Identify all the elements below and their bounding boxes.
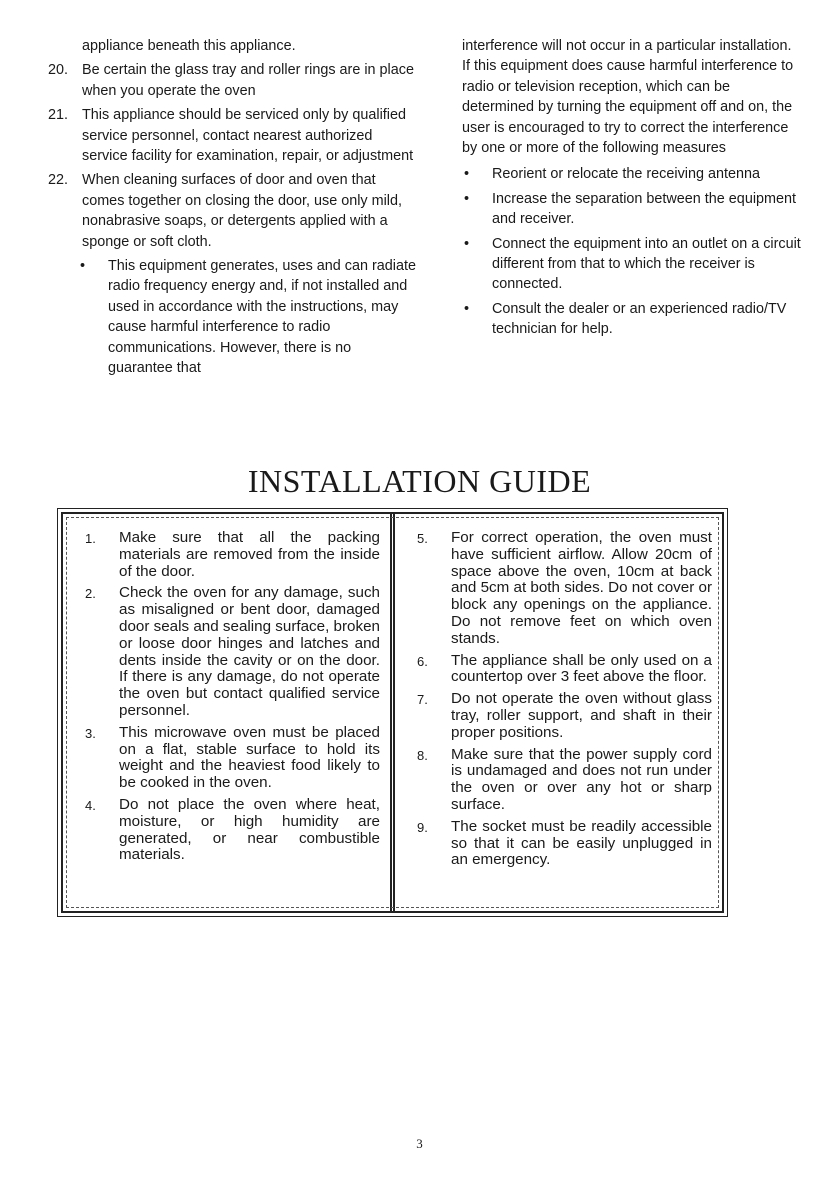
item-number: 9. — [417, 819, 428, 835]
item-text: This appliance should be serviced only by qualified service personnel, contact nearest authorized service facility for examination, repair, or adjustment — [82, 107, 414, 165]
item-text: Do not operate the oven without glass tray, roller support, and shaft in their proper positions. — [451, 690, 712, 741]
item-text: Check the oven for any damage, such as misaligned or bent door, damaged door seals and sealing surface, broken or loose door hinges and latches and dents inside the cavity or on the door. If there is any damage, do not operate the oven but contact qualified service personnel. — [119, 584, 380, 719]
installation-item-6 — [417, 653, 712, 687]
item-text: When cleaning surfaces of door and oven that comes together on closing the door, use only mild, nonabrasive soaps, or detergents applied with a sponge or soft cloth. — [82, 172, 402, 250]
installation-item-5 — [417, 530, 712, 648]
item-text: The appliance shall be only used on a countertop over 3 feet above the floor. — [451, 651, 712, 686]
item-number: 2. — [85, 586, 96, 602]
measure-text: Reorient or relocate the receiving antenna — [492, 166, 760, 183]
item-number: 3. — [85, 725, 96, 741]
item-text: For correct operation, the oven must have sufficient airflow. Allow 20cm of space above the oven, 10cm at back and 5cm at both sides. Do not cover or block any openings on the appliance. Do not remove feet on which oven stands. — [451, 529, 712, 647]
bullet-icon — [78, 256, 108, 276]
measure-text: Increase the separation between the equipment and receiver. — [492, 190, 797, 228]
continued-text: interference will not occur in a particular installation. If this equipment does cause harmful interference to radio or television reception, which can be determined by turning the equipment off and on, the user is encouraged to try to correct the interference by one or more of the following measures — [462, 38, 794, 157]
measure-text: Consult the dealer or an experienced radio/TV technician for help. — [492, 300, 787, 338]
item-number: 8. — [417, 747, 428, 763]
bullet-icon — [462, 164, 492, 184]
item-number: 6. — [417, 653, 428, 669]
bullet-icon — [462, 189, 492, 209]
installation-item-7 — [417, 691, 712, 741]
interference-note-text: This equipment generates, uses and can radiate radio frequency energy and, if not installed and used in accordance with the instructions, may cause harmful interference to radio communications. However, there is no guarantee that — [108, 258, 416, 377]
measure-item — [462, 234, 802, 295]
item-number: 22. — [48, 172, 69, 189]
measure-item — [462, 164, 802, 184]
item-number: 1. — [85, 531, 96, 546]
measure-item — [462, 299, 802, 340]
bullet-icon — [462, 299, 492, 319]
page-number: 3 — [416, 1136, 423, 1151]
item-number: 4. — [85, 797, 96, 813]
installation-item-2 — [85, 585, 380, 719]
measure-item — [462, 189, 802, 230]
installation-item-1 — [85, 530, 380, 580]
item-text: The socket must be readily accessible so that it can be easily unplugged in an emergency. — [451, 817, 712, 869]
installation-right-column — [390, 514, 722, 911]
item-text: Do not place the oven where heat, moisture, or high humidity are generated, or near combustible materials. — [119, 795, 380, 864]
measure-text: Connect the equipment into an outlet on a circuit different from that to which the receiver is connected. — [492, 235, 801, 293]
installation-guide-title: INSTALLATION GUIDE — [247, 463, 592, 499]
bullet-icon — [462, 234, 492, 254]
installation-guide-box — [61, 512, 724, 913]
safety-right-column — [462, 36, 802, 344]
safety-item-22 — [48, 170, 416, 252]
item-number: 20. — [48, 62, 69, 79]
item-text: This microwave oven must be placed on a flat, stable surface to hold its weight and the heaviest food likely to be cooked in the oven. — [119, 723, 380, 792]
safety-item-21 — [48, 105, 416, 166]
continued-text: appliance beneath this appliance. — [82, 38, 296, 54]
item-number: 21. — [48, 107, 69, 124]
item-number: 5. — [417, 531, 428, 546]
interference-note — [48, 256, 416, 378]
installation-item-9 — [417, 819, 712, 869]
item-text: Be certain the glass tray and roller rings are in place when you operate the oven — [82, 62, 414, 99]
installation-item-3 — [85, 725, 380, 792]
installation-item-4 — [85, 797, 380, 864]
safety-left-column — [48, 36, 416, 383]
item-number: 7. — [417, 692, 428, 708]
safety-item-20 — [48, 60, 416, 101]
installation-left-column — [63, 514, 390, 911]
item-text: Make sure that the power supply cord is undamaged and does not run under the oven or over any hot or sharp surface. — [451, 745, 712, 813]
item-text: Make sure that all the packing materials are removed from the inside of the door. — [119, 529, 380, 580]
installation-item-8 — [417, 747, 712, 814]
